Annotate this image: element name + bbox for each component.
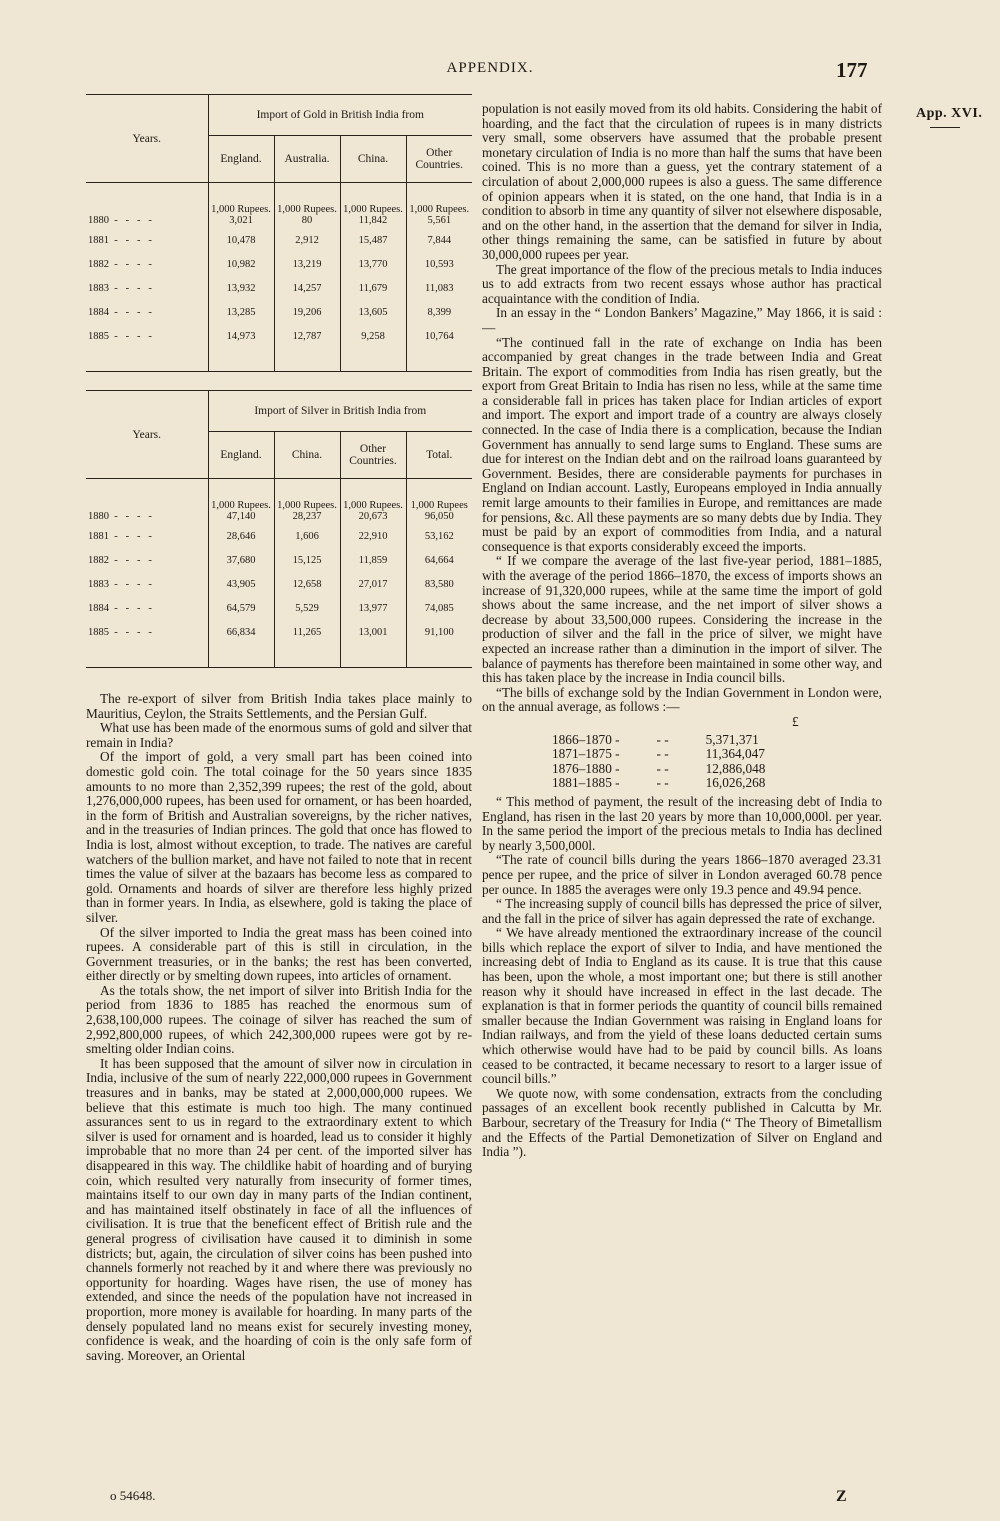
value-cell: 8,399 xyxy=(406,301,472,325)
year-cell: 1884 xyxy=(88,307,109,318)
value-cell: 96,050 xyxy=(424,511,454,522)
body-paragraph: Of the import of gold, a very small part has been coined into domestic gold coin. The total coinage for the 50 years since 1835 amounts to no more than 2,352,399 rupees; the rest of the gold, about 1,276,000,000 rupees, has been used for ornament, or has been hoarded, in the form of British and Australian sovereigns, by the richer natives, and in the treasuries of Indian princes. The gold that once has flowed to India is lost, almost without exception, to trade. The natives are careful watchers of the bullion market, and have not failed to note that in recent times the value of silver at the bazaars has become less as compared to gold. Ornaments and hoards of silver are therefore less highly prized than in former years. In India, as elsewhere, gold is taking the place of silver. xyxy=(86,749,472,925)
value-cell: 53,162 xyxy=(406,525,472,549)
value-cell: 10,764 xyxy=(406,325,472,349)
value-cell: 13,285 xyxy=(208,301,274,325)
amount-cell: 5,371,371 xyxy=(705,731,759,747)
value-cell: 10,593 xyxy=(406,253,472,277)
table-row xyxy=(548,762,769,777)
silver-col-header: Other Countries. xyxy=(340,432,406,479)
value-cell: 14,973 xyxy=(208,325,274,349)
year-cell: 1880 xyxy=(88,511,109,522)
unit-label: 1,000 Rupees. xyxy=(409,204,470,215)
running-head: APPENDIX. xyxy=(446,60,534,76)
printer-code: o 54648. xyxy=(110,1488,156,1503)
year-cell: 1880 xyxy=(88,215,109,226)
silver-import-table xyxy=(86,390,472,668)
gold-group-header: Import of Gold in British India from xyxy=(208,95,472,136)
value-cell: 20,673 xyxy=(358,511,388,522)
value-cell: 47,140 xyxy=(226,511,256,522)
period-cell: 1871–1875 - xyxy=(552,746,620,762)
value-cell: 83,580 xyxy=(406,573,472,597)
value-cell: 37,680 xyxy=(208,549,274,573)
table-row: 1880 - - - - 1,000 Rupees. 47,140 1,000 Rupees. 28,237 1,000 Rupees. 20,673 1,000 Rupees 96,050 xyxy=(86,479,472,526)
table-row: 1883 - - - - 43,905 12,658 27,017 83,580 xyxy=(86,573,472,597)
gold-import-table xyxy=(86,94,472,372)
value-cell: 7,844 xyxy=(406,229,472,253)
left-column xyxy=(86,94,472,1363)
body-paragraph: population is not easily moved from its old habits. Considering the habit of hoarding, and the fact that the circulation of rupees is in many districts very small, some observers have assumed that the probable present monetary circulation of India is no more than half the sums that have been coined. This is no more than a guess, yet the contrary statement of a circulation of about 2,000,000 rupees is also a guess. The same difference of opinion appears when it is stated, on the one hand, that India is in a condition to absorb in time any quantity of silver not elsewhere disposable, and on the other hand, in the assertion that the demand for silver in India, other things remaining the same, can be satisfied in future by about 30,000,000 rupees per year. xyxy=(482,101,882,262)
value-cell: 74,085 xyxy=(406,597,472,621)
silver-col-header: Total. xyxy=(406,432,472,479)
value-cell: 12,787 xyxy=(274,325,340,349)
unit-label: 1,000 Rupees. xyxy=(211,204,271,215)
value-cell: 11,083 xyxy=(406,277,472,301)
body-paragraph: “The continued fall in the rate of exchange on India has been accompanied by great changes in the trade between India and Great Britain. The export of commodities from India has risen greatly, but the export from Great Britain to India has risen no less, while at the same time a considerable fall in prices has taken place for Indian articles of export and import. The export and import trade of a country are always closely connected. In the case of India there is a complication, because the Indian Government has annually to send large sums to England. These sums are due for interest on the Indian debt and on the railroad loans guaranteed by Government. Besides, there are considerable payments for purchases in England on Indian account. Lastly, Europeans employed in India annually remit large amounts to their families in Europe, and remittances are made for pensions, &c. All these payments are so many debts due by India. They must be paid by an export of commodities from India, and a natural consequence is that exports considerably exceed the imports. xyxy=(482,334,882,554)
body-paragraph: “ This method of payment, the result of the increasing debt of India to England, has risen in the last 20 years by more than 10,000,000l. per year. In the same period the import of the precious metals to India has declined by nearly 3,500,000l. xyxy=(482,793,882,853)
leader-dashes: - - xyxy=(656,775,669,791)
value-cell: 28,237 xyxy=(292,511,322,522)
table-row: 1882 - - - - 37,680 15,125 11,859 64,664 xyxy=(86,549,472,573)
value-cell: 80 xyxy=(301,215,313,226)
value-cell: 11,859 xyxy=(340,549,406,573)
value-cell: 13,001 xyxy=(340,621,406,645)
year-cell: 1883 xyxy=(88,283,109,294)
unit-label: 1,000 Rupees. xyxy=(211,500,271,511)
value-cell: 10,478 xyxy=(208,229,274,253)
unit-label: 1,000 Rupees. xyxy=(277,500,337,511)
body-paragraph: “ If we compare the average of the last five-year period, 1881–1885, with the average of the period 1866–1870, the excess of imports shows an increase of 91,320,000 rupees, while at the same time the import of gold shows about the same increase, and the net import of silver shows a decrease by about 33,500,000 rupees. Considering the increase in the production of silver and the fall in the price of silver, we might have expected an increase rather than a diminution in the import of silver. The balance of payments has therefore been maintained in some other way, and this has taken place by the increase in India council bills. xyxy=(482,553,882,686)
body-paragraph: “The rate of council bills during the years 1866–1870 averaged 23.31 pence per rupee, and the price of silver in London averaged 60.78 pence per ounce. In 1885 the averages were only 19.3 pence and 49.94 pence. xyxy=(482,852,882,897)
value-cell: 11,265 xyxy=(274,621,340,645)
year-cell: 1884 xyxy=(88,603,109,614)
table-row xyxy=(548,776,769,791)
value-cell: 43,905 xyxy=(208,573,274,597)
body-paragraph: The re-export of silver from British India takes place mainly to Mauritius, Ceylon, the Straits Settlements, and the Persian Gulf. xyxy=(86,691,472,721)
value-cell: 91,100 xyxy=(406,621,472,645)
body-paragraph: In an essay in the “ London Bankers’ Magazine,” May 1866, it is said :— xyxy=(482,305,882,335)
value-cell: 14,257 xyxy=(274,277,340,301)
gold-col-header: China. xyxy=(340,136,406,183)
unit-label: 1,000 Rupees. xyxy=(343,500,403,511)
leader-dashes: - - xyxy=(656,746,669,762)
gold-col-header: England. xyxy=(208,136,274,183)
value-cell: 9,258 xyxy=(340,325,406,349)
value-cell: 13,977 xyxy=(340,597,406,621)
council-bills-table xyxy=(548,733,769,791)
silver-group-header: Import of Silver in British India from xyxy=(208,391,472,432)
table-row: 1885 - - - - 66,834 11,265 13,001 91,100 xyxy=(86,621,472,645)
signature-mark: Z xyxy=(836,1488,847,1505)
right-column xyxy=(482,102,882,1160)
value-cell: 3,021 xyxy=(229,215,253,226)
table-row: 1884 - - - - 13,285 19,206 13,605 8,399 xyxy=(86,301,472,325)
silver-years-header: Years. xyxy=(86,391,208,479)
table-row: 1883 - - - - 13,932 14,257 11,679 11,083 xyxy=(86,277,472,301)
value-cell: 13,219 xyxy=(274,253,340,277)
year-cell: 1882 xyxy=(88,555,109,566)
unit-label: 1,000 Rupees. xyxy=(277,204,337,215)
leader-dashes: - - xyxy=(656,731,669,747)
silver-col-header: England. xyxy=(208,432,274,479)
value-cell: 13,605 xyxy=(340,301,406,325)
table-row: 1884 - - - - 64,579 5,529 13,977 74,085 xyxy=(86,597,472,621)
gold-col-header: Australia. xyxy=(274,136,340,183)
value-cell: 5,561 xyxy=(427,215,452,226)
period-cell: 1881–1885 - xyxy=(552,775,620,791)
year-cell: 1885 xyxy=(88,627,109,638)
unit-label: 1,000 Rupees xyxy=(410,500,468,511)
value-cell: 1,606 xyxy=(274,525,340,549)
value-cell: 64,664 xyxy=(406,549,472,573)
year-cell: 1881 xyxy=(88,531,109,542)
value-cell: 27,017 xyxy=(340,573,406,597)
value-cell: 19,206 xyxy=(274,301,340,325)
year-cell: 1885 xyxy=(88,331,109,342)
currency-symbol: £ xyxy=(792,713,799,729)
amount-cell: 12,886,048 xyxy=(705,760,766,776)
amount-cell: 16,026,268 xyxy=(705,775,766,791)
value-cell: 28,646 xyxy=(208,525,274,549)
value-cell: 10,982 xyxy=(208,253,274,277)
value-cell: 12,658 xyxy=(274,573,340,597)
period-cell: 1866–1870 - xyxy=(552,731,620,747)
leader-dashes: - - xyxy=(656,760,669,776)
body-paragraph: As the totals show, the net import of silver into British India for the period from 1836 to 1885 has reached the enormous sum of 2,638,100,000 rupees. The coinage of silver has reached the sum of 2,992,800,000 rupees, of which 242,300,000 rupees were got by re-smelting older Indian coins. xyxy=(86,982,472,1057)
table-row: 1885 - - - - 14,973 12,787 9,258 10,764 xyxy=(86,325,472,349)
margin-rule xyxy=(930,127,960,128)
value-cell: 5,529 xyxy=(274,597,340,621)
body-paragraph: “The bills of exchange sold by the Indian Government in London were, on the annual average, as follows :— xyxy=(482,684,882,715)
value-cell: 22,910 xyxy=(340,525,406,549)
value-cell: 64,579 xyxy=(208,597,274,621)
table-row: 1881 - - - - 28,646 1,606 22,910 53,162 xyxy=(86,525,472,549)
body-paragraph: Of the silver imported to India the great mass has been coined into rupees. A considerable part of this is still in circulation, in the Government treasuries, or in the banks; the rest has been converted, either directly or by smelting down rupees, into articles of ornament. xyxy=(86,924,472,984)
body-paragraph: The great importance of the flow of the precious metals to India induces us to add extracts from two recent essays whose author has practical acquaintance with the condition of India. xyxy=(482,261,882,306)
value-cell: 11,679 xyxy=(340,277,406,301)
gold-col-header: Other Countries. xyxy=(406,136,472,183)
value-cell: 15,487 xyxy=(340,229,406,253)
amount-cell: 11,364,047 xyxy=(705,746,765,762)
body-paragraph: It has been supposed that the amount of silver now in circulation in India, inclusive of the sum of nearly 222,000,000 rupees in Government treasures and in banks, may be stated at 2,000,000,000 rupees. We believe that this estimate is much too high. The many continued assurances sent to us in regard to the extraordinary extent to which silver is used for ornament and is hoarded, lead us to consider it highly improbable that no more than 24 per cent. of the imported silver has disappeared in this way. The childlike habit of hoarding and of burying coin, which resulted very naturally from insecurity of former times, maintains itself to our own day in many parts of the Indian continent, and has maintained itself obstinately in face of all the influences of civilisation. It is true that the beneficent effect of British rule and the general progress of civilisation have caused it to diminish in some districts; but, again, the circulation of silver coins has been pushed into channels formerly not reached by it and where there was previously no opportunity for hoarding. Wages have risen, the use of money has extended, and since the needs of the population have not increased in proportion, more money is available for hoarding. In many parts of the densely populated land no means exist for securely investing money, confidence is weak, and the hoarding of coin is the only safe form of saving. Moreover, an Oriental xyxy=(86,1055,472,1363)
table-row xyxy=(548,747,769,762)
body-paragraph: “ We have already mentioned the extraordinary increase of the council bills which replace the export of silver to India, and have mentioned the increasing debt of India to England as its cause. It is true that this cause has been, upon the whole, a most important one; but there is still another reason why it should have increased in effect in the last decade. The explanation is that in former periods the quantity of council bills remained smaller because the Indian Government was raising in England loans for Indian railways, and from the yield of these loans deducted certain sums which otherwise would have had to be paid by council bills. As loans ceased to be contracted, it became necessary to resort to a larger issue of council bills.” xyxy=(482,925,882,1087)
silver-col-header: China. xyxy=(274,432,340,479)
value-cell: 11,842 xyxy=(358,215,388,226)
table-row: 1882 - - - - 10,982 13,219 13,770 10,593 xyxy=(86,253,472,277)
year-cell: 1881 xyxy=(88,235,109,246)
margin-note: App. XVI. xyxy=(916,106,983,121)
value-cell: 2,912 xyxy=(274,229,340,253)
period-cell: 1876–1880 - xyxy=(552,760,620,776)
page-number: 177 xyxy=(836,58,868,82)
body-paragraph: “ The increasing supply of council bills has depressed the price of silver, and the fall in the price of silver has again depressed the rate of exchange. xyxy=(482,896,882,926)
body-paragraph: We quote now, with some condensation, extracts from the concluding passages of an excellent book recently published in Calcutta by Mr. Barbour, secretary of the Treasury for India (“ The Theory of Bimetallism and the Effects of the Partial Demonetization of Silver on England and India ”). xyxy=(482,1085,882,1160)
unit-label: 1,000 Rupees. xyxy=(343,204,403,215)
body-paragraph: What use has been made of the enormous sums of gold and silver that remain in India? xyxy=(86,720,472,750)
value-cell: 15,125 xyxy=(274,549,340,573)
year-cell: 1883 xyxy=(88,579,109,590)
gold-years-header: Years. xyxy=(86,95,208,183)
value-cell: 13,770 xyxy=(340,253,406,277)
year-cell: 1882 xyxy=(88,259,109,270)
table-row: 1881 - - - - 10,478 2,912 15,487 7,844 xyxy=(86,229,472,253)
value-cell: 13,932 xyxy=(208,277,274,301)
value-cell: 66,834 xyxy=(208,621,274,645)
table-row: 1880 - - - - 1,000 Rupees. 3,021 1,000 Rupees. 80 1,000 Rupees. 11,842 1,000 Rupees. 5,561 xyxy=(86,183,472,230)
table-row xyxy=(548,733,769,748)
